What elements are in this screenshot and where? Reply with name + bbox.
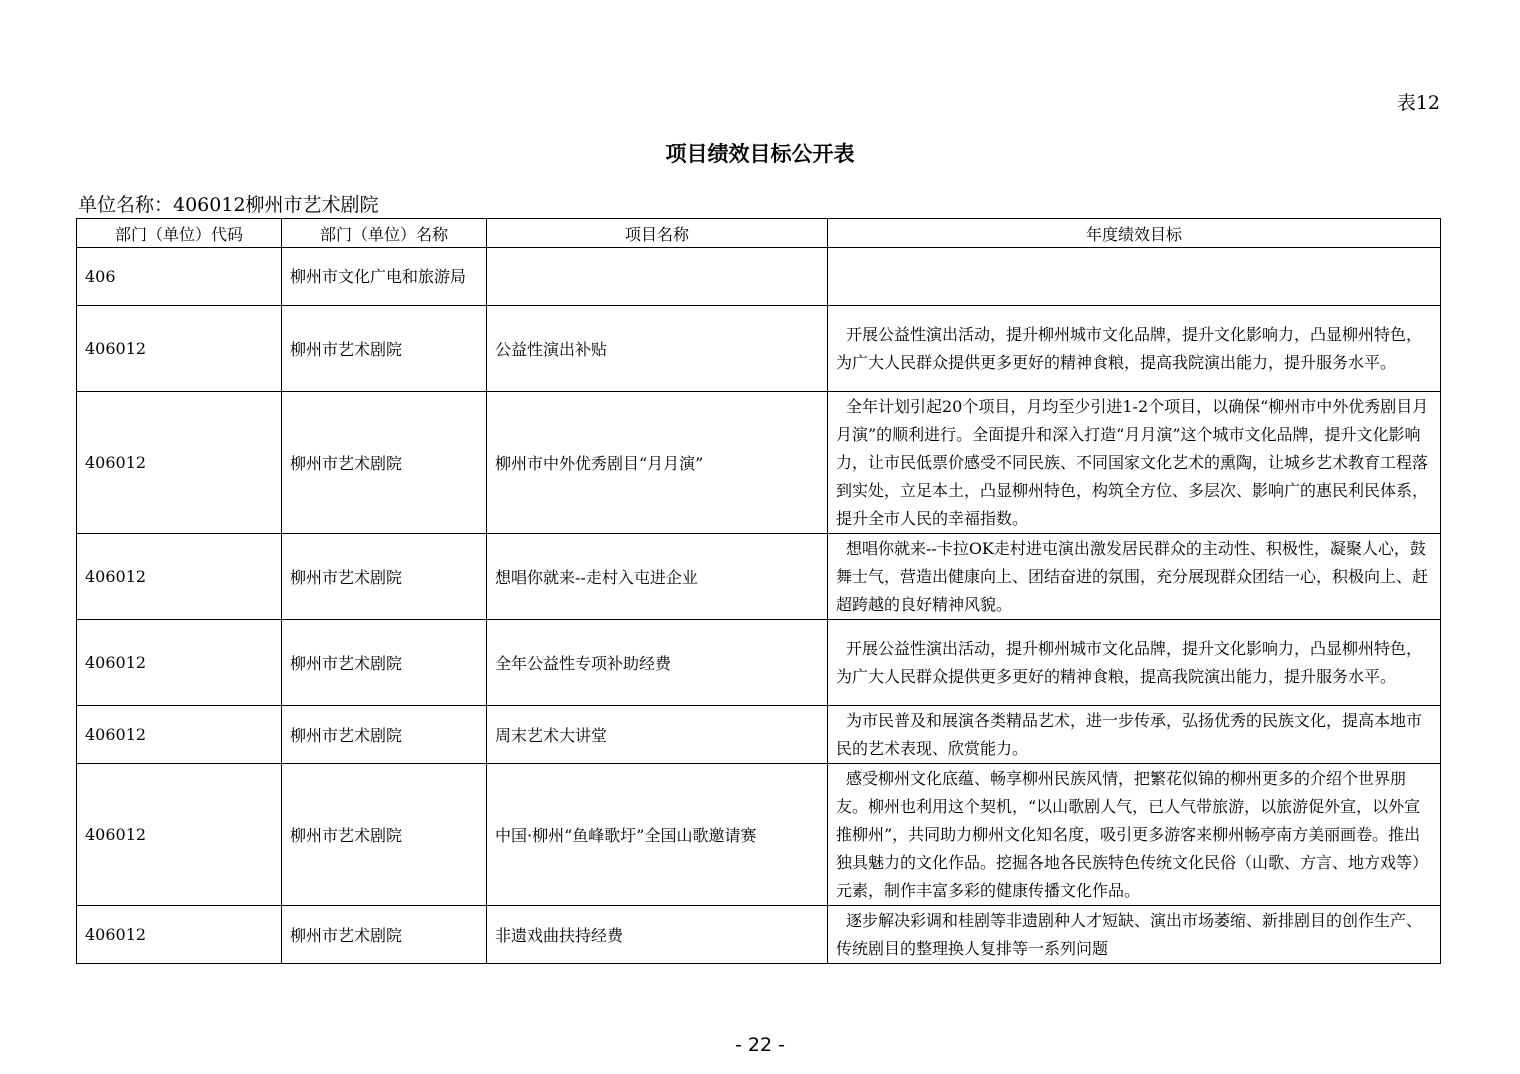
cell-dept-name: 柳州市艺术剧院 — [282, 706, 487, 764]
cell-project: 公益性演出补贴 — [487, 306, 828, 392]
cell-code: 406012 — [77, 392, 282, 534]
page-title: 项目绩效目标公开表 — [665, 142, 855, 166]
cell-dept-name: 柳州市艺术剧院 — [282, 534, 487, 620]
cell-goal: 为市民普及和展演各类精品艺术，进一步传承，弘扬优秀的民族文化，提高本地市民的艺术表现、欣赏能力。 — [828, 706, 1441, 764]
cell-goal: 想唱你就来--卡拉OK走村进屯演出激发居民群众的主动性、积极性，凝聚人心，鼓舞士气，营造出健康向上、团结奋进的氛围，充分展现群众团结一心，积极向上、赶超跨越的良好精神风貌。 — [828, 534, 1441, 620]
cell-code: 406 — [77, 248, 282, 306]
cell-project: 周末艺术大讲堂 — [487, 706, 828, 764]
cell-code: 406012 — [77, 306, 282, 392]
cell-goal: 开展公益性演出活动，提升柳州城市文化品牌，提升文化影响力，凸显柳州特色，为广大人民群众提供更多更好的精神食粮，提高我院演出能力，提升服务水平。 — [828, 306, 1441, 392]
header-dept-name: 部门（单位）名称 — [282, 219, 487, 248]
table-header-row — [77, 219, 1441, 248]
cell-goal: 全年计划引起20个项目，月均至少引进1-2个项目，以确保“柳州市中外优秀剧目月月演”的顺利进行。全面提升和深入打造“月月演”这个城市文化品牌，提升文化影响力，让市民低票价感受不同民族、不同国家文化艺术的熏陶，让城乡艺术教育工程落到实处，立足本土，凸显柳州特色，构筑全方位、多层次、影响广的惠民利民体系，提升全市人民的幸福指数。 — [828, 392, 1441, 534]
cell-project — [487, 248, 828, 306]
cell-project: 非遗戏曲扶持经费 — [487, 906, 828, 964]
cell-project: 想唱你就来--走村入屯进企业 — [487, 534, 828, 620]
table-row — [77, 764, 1441, 906]
cell-dept-name: 柳州市艺术剧院 — [282, 764, 487, 906]
table-number-label: 表12 — [1396, 92, 1440, 114]
table-row — [77, 306, 1441, 392]
cell-code: 406012 — [77, 620, 282, 706]
header-annual-goal: 年度绩效目标 — [828, 219, 1441, 248]
table-row — [77, 392, 1441, 534]
table-row — [77, 534, 1441, 620]
table-row — [77, 706, 1441, 764]
cell-project: 中国·柳州“鱼峰歌圩”全国山歌邀请赛 — [487, 764, 828, 906]
cell-dept-name: 柳州市艺术剧院 — [282, 906, 487, 964]
cell-code: 406012 — [77, 906, 282, 964]
table-row — [77, 906, 1441, 964]
header-dept-code: 部门（单位）代码 — [77, 219, 282, 248]
cell-code: 406012 — [77, 534, 282, 620]
cell-project: 柳州市中外优秀剧目“月月演” — [487, 392, 828, 534]
cell-goal — [828, 248, 1441, 306]
cell-code: 406012 — [77, 764, 282, 906]
header-project-name: 项目名称 — [487, 219, 828, 248]
table-row — [77, 248, 1441, 306]
performance-goals-table — [76, 218, 1441, 964]
cell-dept-name: 柳州市艺术剧院 — [282, 392, 487, 534]
cell-dept-name: 柳州市文化广电和旅游局 — [282, 248, 487, 306]
cell-goal: 逐步解决彩调和桂剧等非遗剧种人才短缺、演出市场萎缩、新排剧目的创作生产、传统剧目的整理换人复排等一系列问题 — [828, 906, 1441, 964]
cell-code: 406012 — [77, 706, 282, 764]
table-row — [77, 620, 1441, 706]
cell-dept-name: 柳州市艺术剧院 — [282, 620, 487, 706]
page-number: - 22 - — [735, 1034, 785, 1056]
cell-goal: 感受柳州文化底蕴、畅享柳州民族风情，把繁花似锦的柳州更多的介绍个世界朋友。柳州也利用这个契机，“以山歌剧人气，已人气带旅游，以旅游促外宣，以外宣推柳州”，共同助力柳州文化知名度，吸引更多游客来柳州畅亭南方美丽画卷。推出独具魅力的文化作品。挖掘各地各民族特色传统文化民俗（山歌、方言、地方戏等）元素，制作丰富多彩的健康传播文化作品。 — [828, 764, 1441, 906]
unit-name-line: 单位名称：406012柳州市艺术剧院 — [78, 194, 379, 216]
cell-goal: 开展公益性演出活动，提升柳州城市文化品牌，提升文化影响力，凸显柳州特色，为广大人民群众提供更多更好的精神食粮，提高我院演出能力，提升服务水平。 — [828, 620, 1441, 706]
cell-project: 全年公益性专项补助经费 — [487, 620, 828, 706]
cell-dept-name: 柳州市艺术剧院 — [282, 306, 487, 392]
